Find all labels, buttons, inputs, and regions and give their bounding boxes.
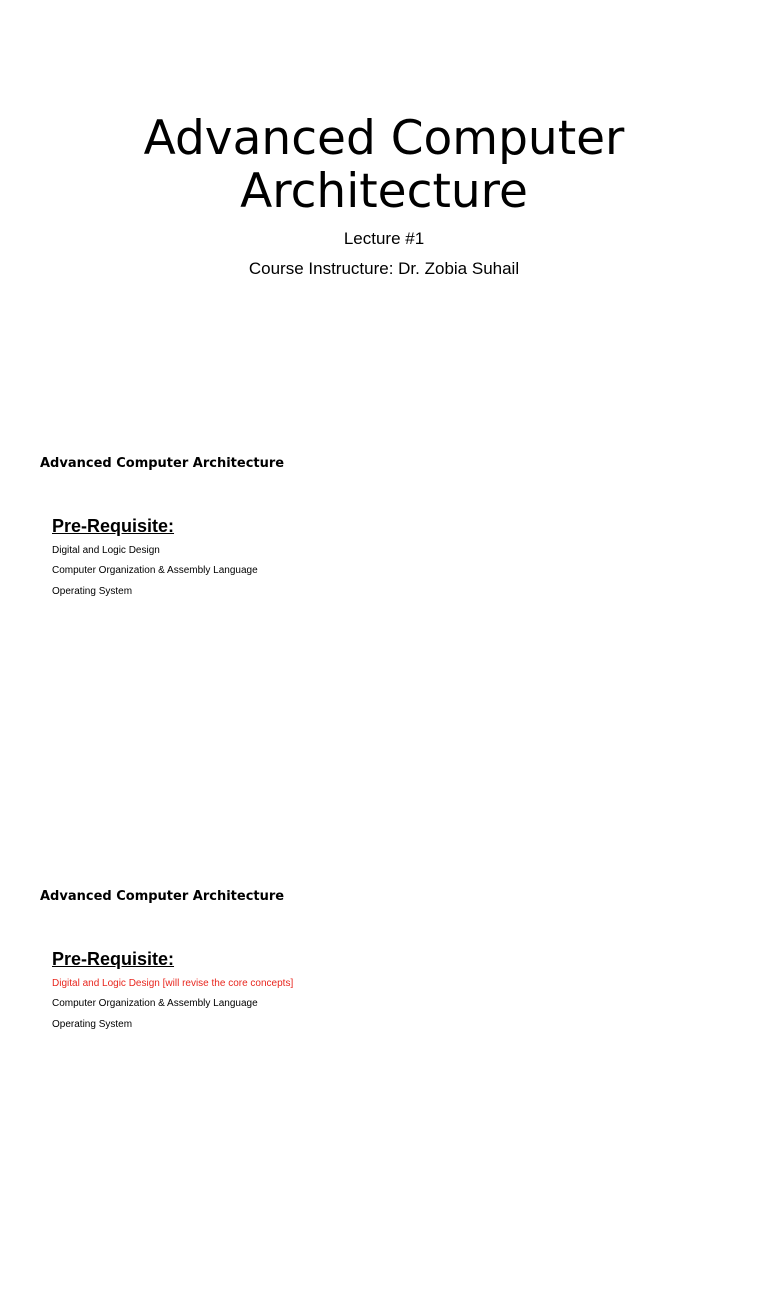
course-instructor: Course Instructure: Dr. Zobia Suhail — [248, 259, 520, 278]
prerequisite-slide — [0, 432, 768, 866]
slide-title — [0, 112, 768, 218]
slide-heading: Advanced Computer Architecture — [40, 889, 285, 904]
list-item-highlighted: Digital and Logic Design [will revise the core concepts] — [52, 978, 294, 989]
prerequisite-list — [52, 544, 258, 605]
section-title: Pre-Requisite: — [52, 516, 175, 536]
list-item: Computer Organization & Assembly Language — [52, 998, 258, 1010]
list-item: Computer Organization & Assembly Language — [52, 565, 258, 577]
lecture-number: Lecture #1 — [343, 229, 425, 248]
list-item: Operating System — [52, 1018, 133, 1030]
prerequisite-slide-revised — [0, 865, 768, 1299]
list-item: Digital and Logic Design — [52, 545, 160, 556]
title-line-1: Advanced Computer — [143, 111, 625, 166]
title-line-2: Architecture — [240, 164, 528, 219]
title-slide — [0, 0, 768, 420]
prerequisite-list — [52, 977, 293, 1038]
section-title: Pre-Requisite: — [52, 949, 175, 969]
slide-heading: Advanced Computer Architecture — [40, 456, 285, 471]
list-item: Operating System — [52, 585, 133, 597]
